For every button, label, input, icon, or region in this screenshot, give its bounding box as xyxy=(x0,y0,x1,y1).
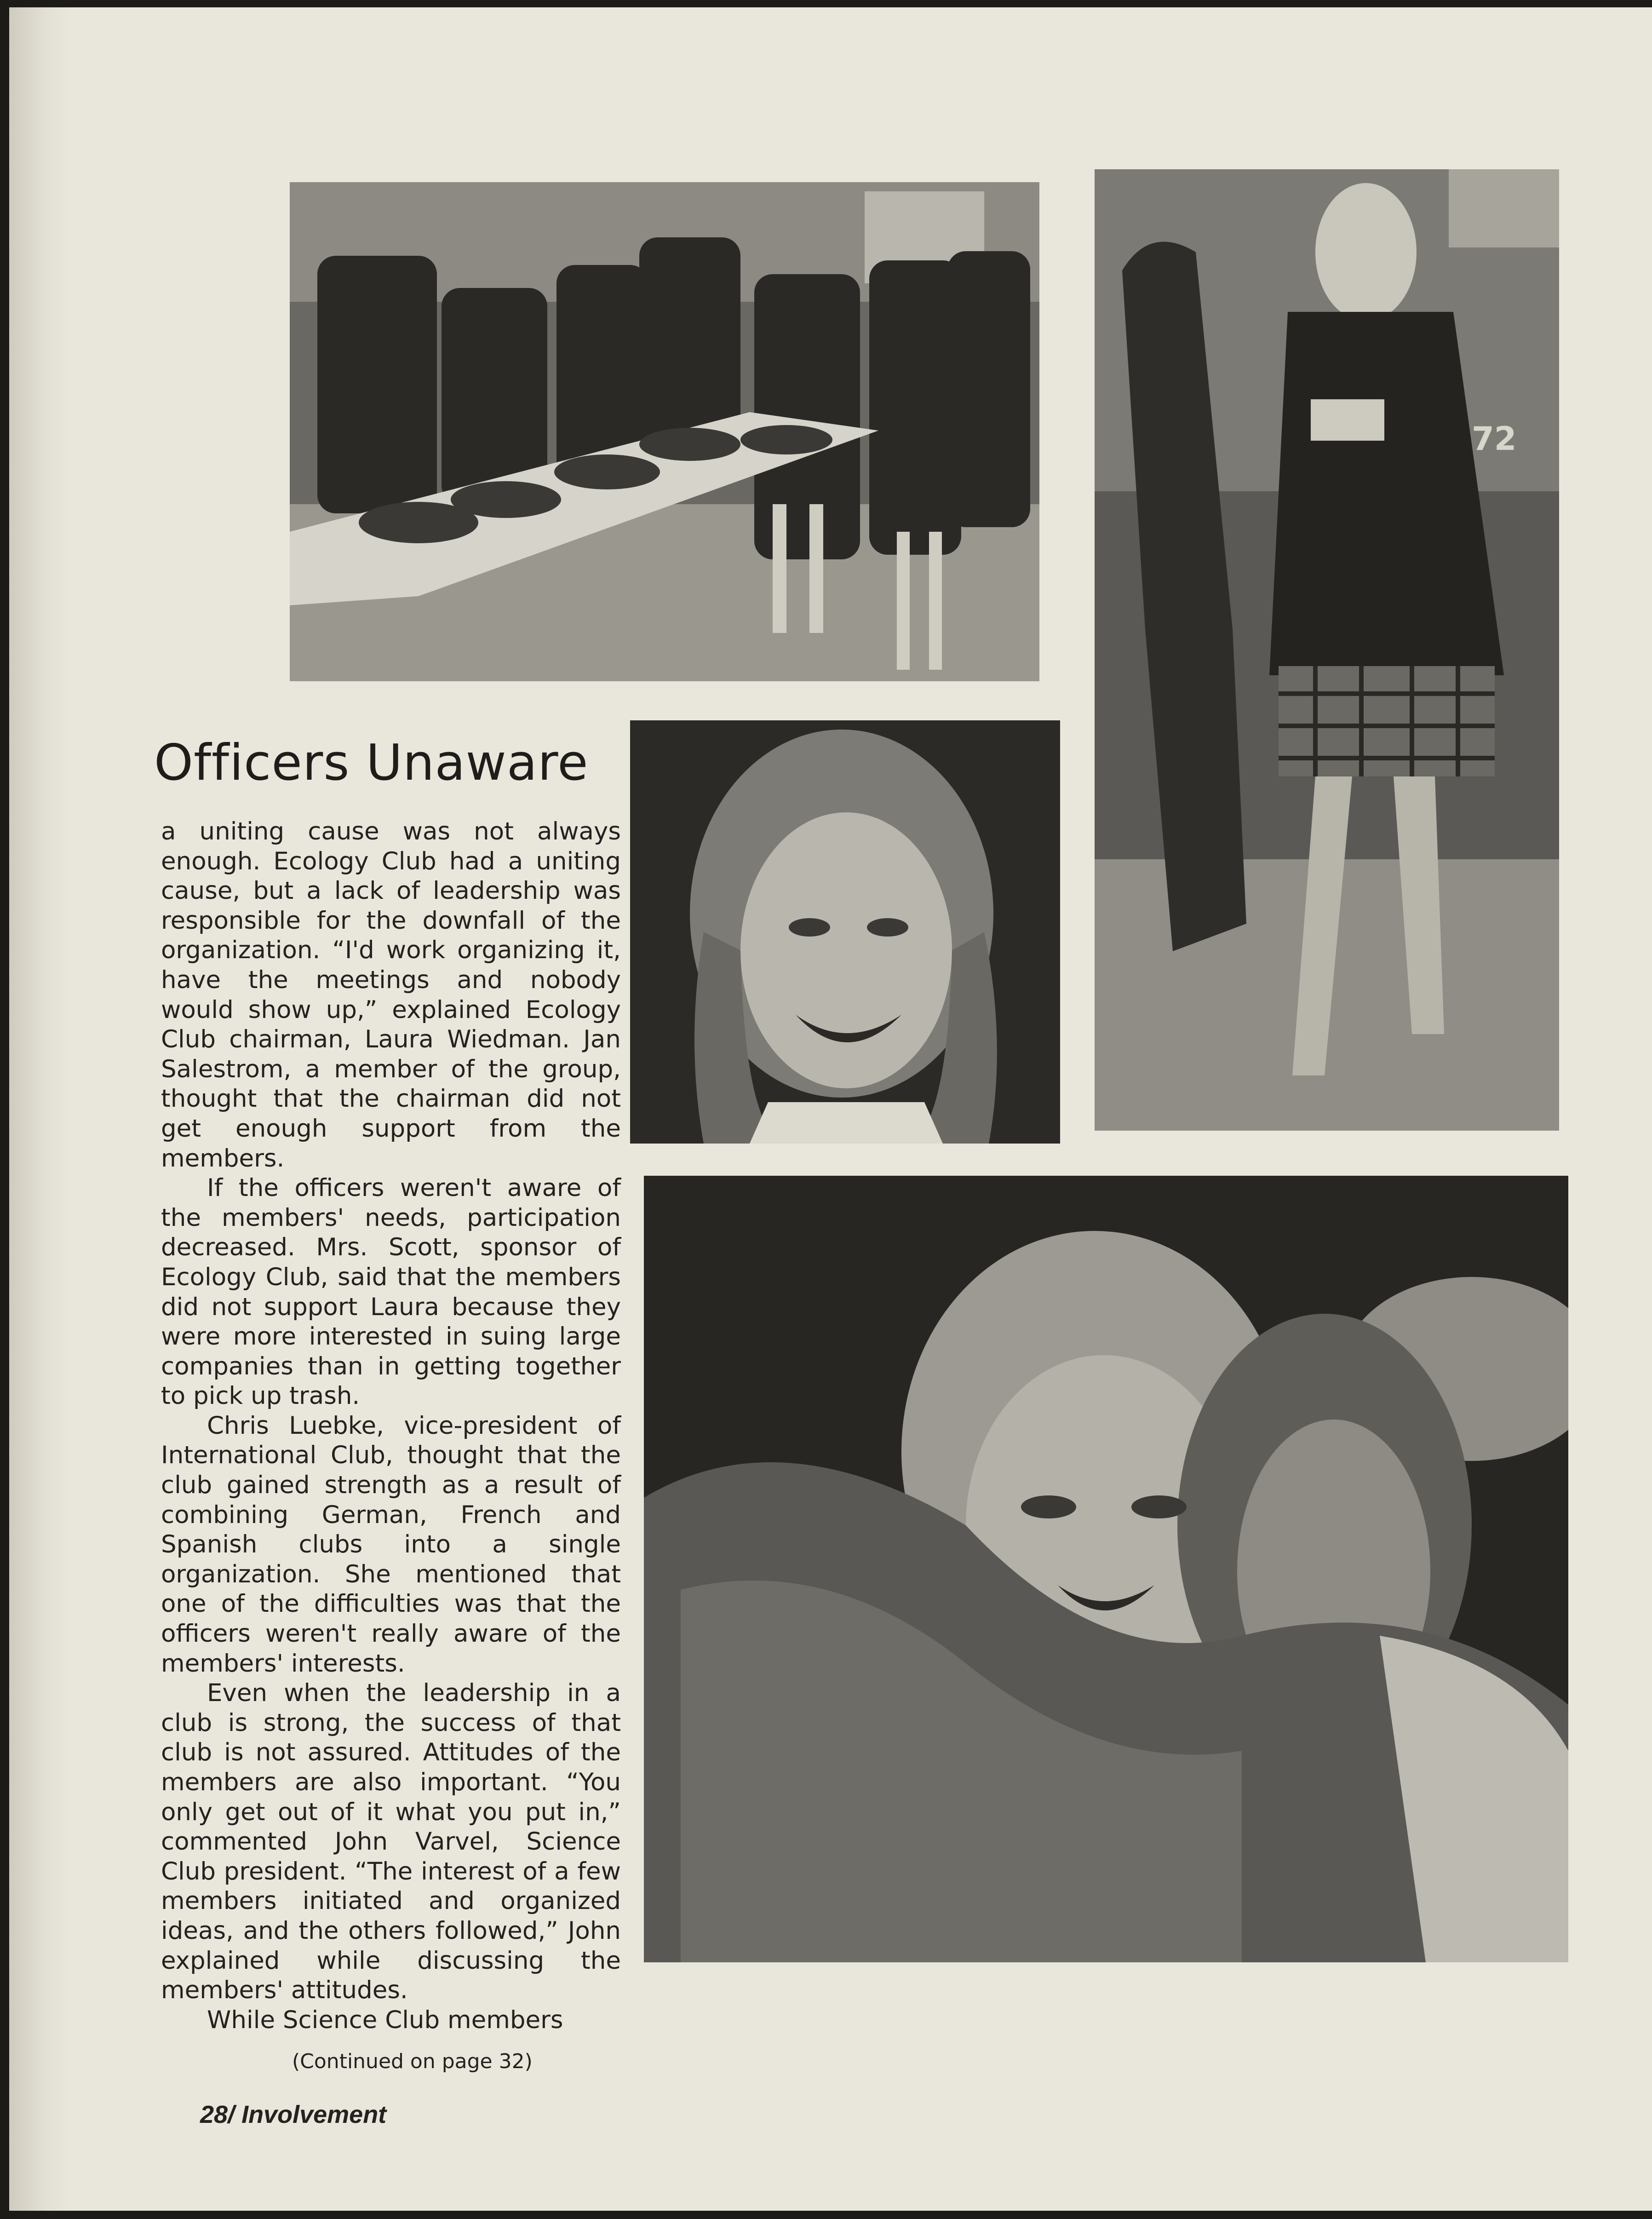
story-paragraph: Even when the leadership in a club is strong, the success of that club is not assured. Attitudes of the members are also important. “You only get out of it what you put in,” commented John Varvel, Science Club president. “The interest of a few members initiated and organized ideas, and the others followed,” John explained while discussing the members' attitudes. xyxy=(161,1679,621,2005)
sweater-number: 72 xyxy=(1472,420,1517,458)
headline: Officers Unaware xyxy=(154,734,589,792)
page-edge xyxy=(9,7,69,2211)
story-paragraph: a uniting cause was not always enough. Ecology Club had a uniting cause, but a lack of leadership was responsible for the downfall of the organization. “I'd work organizing it, have the meetings and nobody would show up,” explained Ecology Club chairman, Laura Wiedman. Jan Salestrom, a member of the group, thought that the chairman did not get enough support from the members. xyxy=(161,817,621,1173)
story-paragraph: If the officers weren't aware of the members' needs, participation decreased. Mrs. Scott, sponsor of Ecology Club, said that the members did not support Laura because they were more interested in suing large companies than in getting together to pick up trash. xyxy=(161,1174,621,1410)
photo-smiling-girl xyxy=(630,720,1060,1144)
photo-two-girls-blanket xyxy=(644,1176,1568,1962)
photo-pizza-table xyxy=(290,182,1039,681)
story-column xyxy=(161,817,621,2035)
yearbook-page xyxy=(9,7,1652,2211)
photo-letter-sweater xyxy=(1095,169,1559,1131)
page-folio: 28/ Involvement xyxy=(200,2101,387,2128)
story-paragraph: While Science Club members xyxy=(207,2006,563,2034)
continued-note: (Continued on page 32) xyxy=(292,2050,533,2073)
story-paragraph: Chris Luebke, vice-president of International Club, thought that the club gained strength as a result of combining German, French and Spanish clubs into a single organization. She mentioned that one of the difficulties was that the officers weren't really aware of the members' interests. xyxy=(161,1411,621,1678)
